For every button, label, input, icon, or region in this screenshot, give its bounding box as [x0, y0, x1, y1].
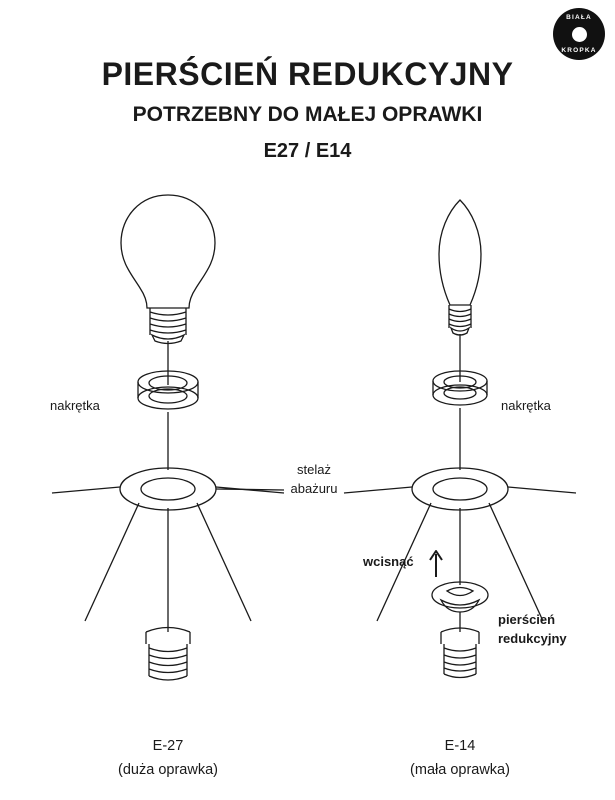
right-socket-e14 — [441, 628, 479, 678]
left-caption-line2: (duża oprawka) — [118, 762, 218, 778]
right-shade-frame-ring — [412, 468, 508, 510]
logo-bottom-text: KROPKA — [561, 47, 597, 54]
press-arrow-icon — [430, 551, 442, 577]
left-socket-e27 — [146, 628, 190, 681]
left-nut-label: nakrętka — [50, 398, 100, 413]
logo-top-text: BIAŁA — [566, 14, 592, 21]
page-subtitle-socket-types: E27 / E14 — [263, 140, 352, 162]
page-subtitle: POTRZEBNY DO MAŁEJ OPRAWKI — [132, 103, 483, 126]
right-caption-line2: (mała oprawka) — [410, 762, 510, 778]
page-title: PIERŚCIEŃ REDUKCYJNY — [101, 56, 514, 92]
left-shade-frame-ring — [120, 468, 216, 510]
reduction-ring — [432, 582, 488, 612]
reduction-ring-label-line1: pierścień — [498, 612, 556, 627]
frame-label-line2: abażuru — [290, 481, 338, 496]
frame-label-leader-line — [216, 489, 284, 490]
right-caption-line1: E-14 — [444, 738, 476, 754]
left-bulb-e27 — [121, 195, 215, 344]
right-nut-ring — [433, 371, 487, 405]
right-bulb-e14 — [439, 200, 481, 335]
right-nut-label: nakrętka — [501, 398, 551, 413]
press-label: wcisnąć — [363, 554, 414, 569]
left-caption-line1: E-27 — [152, 738, 184, 754]
reduction-ring-label-line2: redukcyjny — [498, 631, 567, 646]
frame-label-line1: stelaż — [297, 462, 331, 477]
